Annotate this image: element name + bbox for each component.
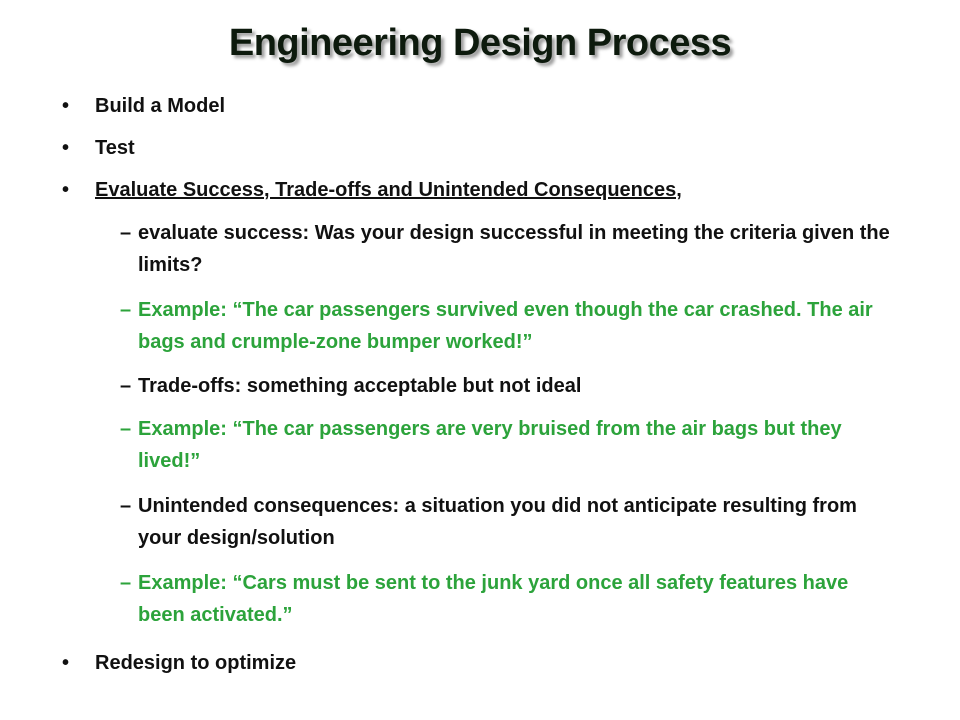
dash-marker: – xyxy=(120,299,132,321)
sub-item-text: Example: “The car passengers survived even though the car crashed. The air bags and crumple-zone bumper worked!” xyxy=(138,299,873,353)
dash-marker: – xyxy=(120,375,132,397)
dash-marker: – xyxy=(120,222,132,244)
bullet-dot: • xyxy=(62,179,70,201)
slide-title: Engineering Design Process xyxy=(228,22,732,64)
dash-marker: – xyxy=(120,418,132,440)
bullet-text: Test xyxy=(95,137,135,159)
dash-marker: – xyxy=(120,495,132,517)
sub-item-text: Example: “Cars must be sent to the junk yard once all safety features have been activated.” xyxy=(138,572,849,626)
bullet-dot: • xyxy=(62,652,70,674)
bullet-dot: • xyxy=(62,95,70,117)
sub-item-text: Unintended consequences: a situation you did not anticipate resulting from your design/solution xyxy=(138,495,857,549)
sub-item-text: Trade-offs: something acceptable but not ideal xyxy=(138,375,582,397)
dash-marker: – xyxy=(120,572,132,594)
bullet-text: Build a Model xyxy=(95,95,225,117)
sub-item-text: Example: “The car passengers are very bruised from the air bags but they lived!” xyxy=(138,418,842,472)
sub-item-text: evaluate success: Was your design successful in meeting the criteria given the limits? xyxy=(138,222,890,276)
bullet-dot: • xyxy=(62,137,70,159)
bullet-text: Evaluate Success, Trade-offs and Unintended Consequences, xyxy=(95,179,682,201)
bullet-text: Redesign to optimize xyxy=(95,652,297,674)
